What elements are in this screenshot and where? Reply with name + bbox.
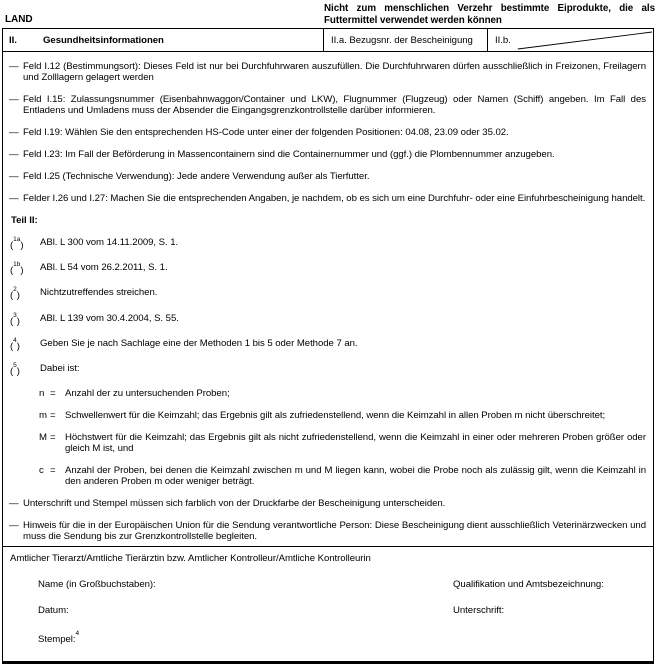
name-label: Name (in Großbuchstaben): [38, 579, 156, 590]
stamp-footnote-mark: 4 [75, 630, 80, 637]
note-text: Hinweis für die in der Europäischen Union für die Sendung verantwortliche Person: Diese Bescheinigung dient ausschließlich Veterinärzwecken und muss die Sendung bis zur Grenzkontrollstelle begleiten. [23, 520, 646, 543]
signature-label: Unterschrift: [453, 605, 505, 616]
note-text: Feld I.23: Im Fall der Beförderung in Massencontainern sind die Containernummer und (ggf.) die Plombennummer anzugeben. [23, 149, 555, 160]
officer-row-stamp [10, 630, 646, 646]
definition-n [39, 388, 646, 399]
note-eu-responsible-person [9, 520, 646, 542]
footnote-3 [9, 313, 646, 327]
page-header [0, 0, 656, 28]
part-number: II. [9, 35, 17, 46]
officer-section-title: Amtlicher Tierarzt/Amtliche Tierärztin bzw. Amtlicher Kontrolleur/Amtliche Kontrolleurin [10, 553, 371, 564]
footnote-4 [9, 338, 646, 352]
footnote-marker: ($^2$) [10, 286, 20, 302]
footnote-marker: ($^5$) [10, 361, 20, 378]
note-text: Felder I.26 und I.27: Machen Sie die entsprechenden Angaben, je nachdem, ob es sich um eine Durchfuhr- oder eine Einfuhrbescheinigung handelt. [23, 193, 646, 204]
footnote-text: Geben Sie je nach Sachlage eine der Methoden 1 bis 5 oder Methode 7 an. [40, 337, 358, 349]
definition-symbol: m = [39, 410, 56, 422]
note-field-i15 [9, 94, 646, 116]
date-label: Datum: [38, 605, 69, 616]
note-signature-stamp-color [9, 498, 646, 509]
footnote-2 [9, 287, 646, 301]
note-field-i12 [9, 61, 646, 83]
footnote-text: ABl. L 139 vom 30.4.2004, S. 55. [40, 312, 179, 324]
part-title: Gesundheitsinformationen [43, 35, 164, 46]
footnote-text: Nichtzutreffendes streichen. [40, 287, 158, 299]
officer-row-name-qualification [10, 579, 646, 590]
footnote-marker: ($^3$) [10, 311, 20, 327]
part2-heading: Teil II: [11, 215, 38, 226]
officer-section [3, 546, 653, 661]
footnote-text: ABl. L 54 vom 26.2.2011, S. 1. [40, 262, 168, 274]
document-title: Nicht zum menschlichen Verzehr bestimmte Eiprodukte, die als Futtermittel verwendet werden können [324, 3, 655, 26]
footnote-5 [9, 363, 646, 377]
definition-m [39, 410, 646, 421]
note-fields-i26-i27 [9, 193, 646, 204]
qualification-label: Qualifikation und Amtsbezeichnung: [453, 579, 604, 590]
note-field-i19 [9, 127, 646, 138]
definition-text: Anzahl der Proben, bei denen die Keimzahl zwischen m und M liegen kann, wobei die Probe noch als zulässig gilt, wenn die Keimzahl in den anderen Proben m oder weniger beträgt. [65, 465, 646, 488]
note-text: Unterschrift und Stempel müssen sich farblich von der Druckfarbe der Bescheinigung unterscheiden. [23, 498, 446, 510]
section-header-row [3, 29, 653, 52]
dash-bullet: — [9, 498, 19, 510]
note-field-i25 [9, 171, 646, 182]
definition-M [39, 432, 646, 454]
note-field-i23 [9, 149, 646, 160]
definition-text: Höchstwert für die Keimzahl; das Ergebnis gilt als nicht zufriedenstellend, wenn die Keimzahl in einer oder mehreren Proben größer oder gleich M ist, und [65, 432, 646, 455]
officer-row-date-signature [10, 605, 646, 616]
note-text: Feld I.19: Wählen Sie den entsprechenden HS-Code unter einer der folgenden Positionen: 04.08, 23.09 oder 35.02. [23, 127, 509, 138]
note-text: Feld I.25 (Technische Verwendung): Jede andere Verwendung außer als Tierfutter. [23, 171, 370, 182]
local-reference-cell [487, 29, 653, 51]
footnote-marker: ($^{1a}$) [10, 236, 24, 252]
country-label: LAND [5, 14, 33, 25]
definition-symbol: n = [39, 388, 56, 400]
note-text: Feld I.15: Zulassungsnummer (Eisenbahnwaggon/Container und LKW), Flugnummer (Flugzeug) oder Namen (Schiff) angeben. Im Fall des Entladens und Umladens muss der Absender die Eingangsgrenzkontrollstelle darüber informieren. [23, 94, 646, 116]
definition-symbol: M = [39, 432, 56, 444]
footnote-1a [9, 237, 646, 251]
definition-text: Schwellenwert für die Keimzahl; das Ergebnis gilt als zufriedenstellend, wenn die Keimzahl in allen Proben m nicht überschreitet; [65, 410, 606, 422]
footnote-marker: ($^{1b}$) [10, 261, 24, 277]
footnote-text: Dabei ist: [40, 362, 80, 374]
footnote-marker: ($^4$) [10, 336, 20, 352]
note-text: Feld I.12 (Bestimmungsort): Dieses Feld ist nur bei Durchfuhrwaren auszufüllen. Die Durchfuhrwaren dürfen ausschließlich in Freizonen, Freilagern und Zolllagern gelagert werden [23, 61, 646, 83]
reference-number-cell: II.a. Bezugsnr. der Bescheinigung [323, 29, 487, 51]
dash-bullet: — [9, 171, 19, 182]
dash-bullet: — [9, 61, 19, 72]
dash-bullet: — [9, 193, 19, 204]
dash-bullet: — [9, 127, 19, 138]
diagonal-strike-line [488, 29, 653, 51]
local-reference-label: II.b. [495, 35, 511, 46]
footnote-1b [9, 262, 646, 276]
definition-symbol: c = [39, 465, 56, 477]
notes-section [3, 52, 653, 546]
stamp-label: Stempel:$^4$ [38, 630, 80, 646]
dash-bullet: — [9, 94, 19, 105]
dash-bullet: — [9, 149, 19, 160]
definition-text: Anzahl der zu untersuchenden Proben; [65, 388, 230, 400]
certificate-table [2, 28, 654, 664]
dash-bullet: — [9, 520, 19, 532]
definition-c [39, 465, 646, 487]
footnote-text: ABl. L 300 vom 14.11.2009, S. 1. [40, 237, 179, 248]
